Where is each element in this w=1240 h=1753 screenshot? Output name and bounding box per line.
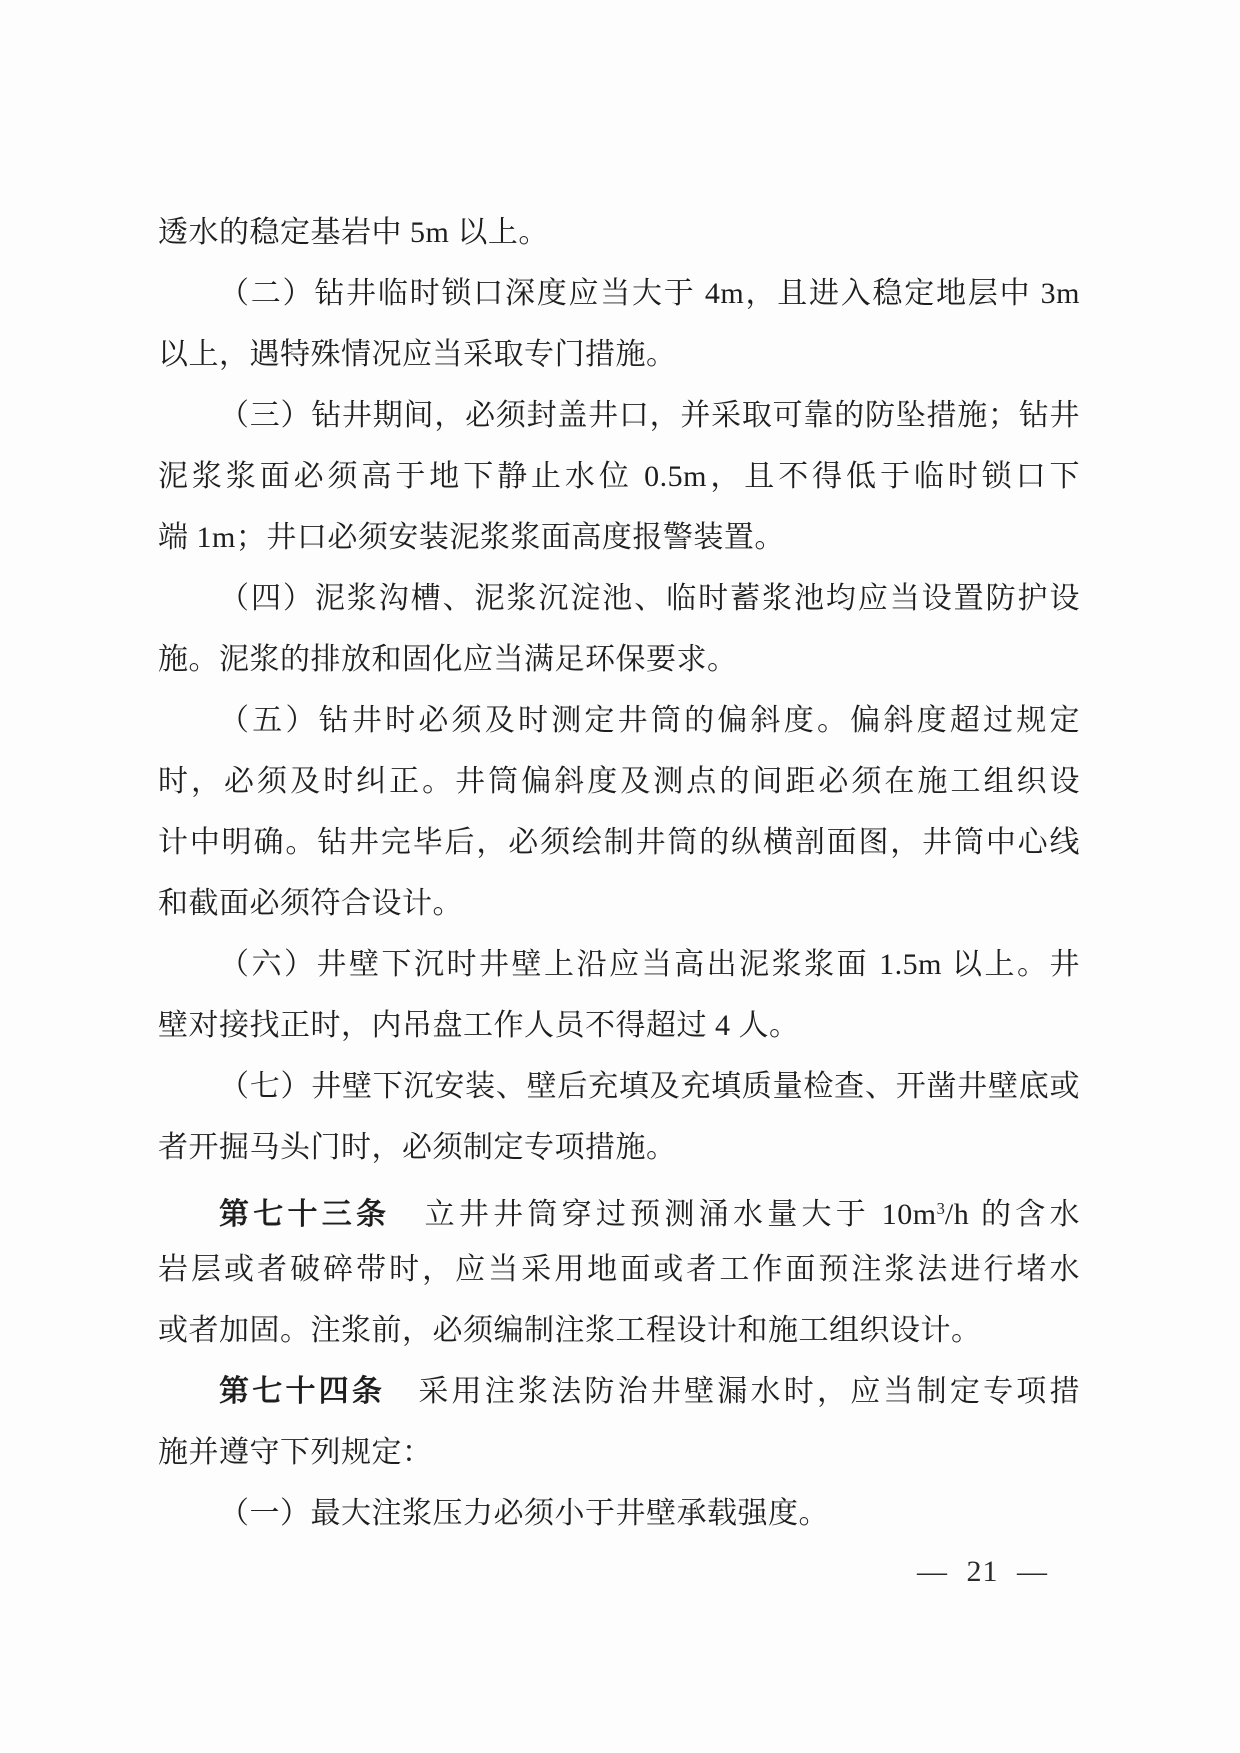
text-segment: /h 的含水: [944, 1197, 1081, 1231]
text-line: [158, 568, 1080, 629]
text-line: [158, 1178, 1080, 1239]
text-segment: 施。泥浆的排放和固化应当满足环保要求。: [158, 643, 738, 676]
text-segment: 立井井筒穿过预测涌水量大于 10m: [390, 1197, 937, 1231]
text-segment: （三）钻井期间，必须封盖井口，并采取可靠的防坠措施；钻井: [219, 399, 1080, 432]
text-line: [158, 934, 1080, 995]
text-segment: 采用注浆法防治井壁漏水时，应当制定专项措: [385, 1375, 1081, 1408]
text-line: [158, 263, 1080, 324]
text-segment: 者开掘马头门时，必须制定专项措施。: [158, 1131, 677, 1164]
text-segment: 和截面必须符合设计。: [158, 887, 463, 920]
text-segment: （七）井壁下沉安装、壁后充填及充填质量检查、开凿井壁底或: [219, 1070, 1080, 1103]
superscript: 3: [936, 1199, 945, 1218]
text-segment: 岩层或者破碎带时，应当采用地面或者工作面预注浆法进行堵水: [158, 1253, 1080, 1286]
text-segment: 时，必须及时纠正。井筒偏斜度及测点的间距必须在施工组织设: [158, 765, 1080, 798]
text-line: [158, 1056, 1080, 1117]
text-segment: 以上，遇特殊情况应当采取专门措施。: [158, 338, 677, 371]
text-line: [158, 507, 1080, 568]
text-line: [158, 202, 1080, 263]
text-segment: 计中明确。钻井完毕后，必须绘制井筒的纵横剖面图，井筒中心线: [158, 826, 1080, 859]
text-line: [158, 690, 1080, 751]
text-segment: 施并遵守下列规定：: [158, 1436, 433, 1469]
text-line: [158, 629, 1080, 690]
text-line: [158, 995, 1080, 1056]
text-segment: 或者加固。注浆前，必须编制注浆工程设计和施工组织设计。: [158, 1314, 982, 1347]
text-segment: （一）最大注浆压力必须小于井壁承载强度。: [219, 1497, 829, 1530]
text-line: [158, 446, 1080, 507]
text-segment: 端 1m；井口必须安装泥浆浆面高度报警装置。: [158, 521, 785, 554]
text-line: [158, 751, 1080, 812]
article-number-heading: 第七十四条: [219, 1375, 386, 1408]
text-segment: 泥浆浆面必须高于地下静止水位 0.5m，且不得低于临时锁口下: [158, 460, 1080, 493]
document-body: [158, 202, 1080, 1544]
text-line: [158, 385, 1080, 446]
text-line: [158, 873, 1080, 934]
text-line: [158, 1300, 1080, 1361]
page-footer: [917, 1552, 1048, 1592]
text-line: [158, 1361, 1080, 1422]
text-line: [158, 324, 1080, 385]
text-line: [158, 812, 1080, 873]
text-segment: （五）钻井时必须及时测定井筒的偏斜度。偏斜度超过规定: [219, 704, 1080, 737]
text-segment: （二）钻井临时锁口深度应当大于 4m，且进入稳定地层中 3m: [219, 277, 1080, 310]
text-line: [158, 1422, 1080, 1483]
text-line: [158, 1483, 1080, 1544]
text-segment: 透水的稳定基岩中 5m 以上。: [158, 216, 549, 249]
text-segment: 壁对接找正时，内吊盘工作人员不得超过 4 人。: [158, 1009, 800, 1042]
article-number-heading: 第七十三条: [219, 1197, 391, 1231]
text-segment: （六）井壁下沉时井壁上沿应当高出泥浆浆面 1.5m 以上。井: [219, 948, 1080, 981]
page-number: — 21 —: [917, 1555, 1048, 1588]
text-line: [158, 1239, 1080, 1300]
text-segment: （四）泥浆沟槽、泥浆沉淀池、临时蓄浆池均应当设置防护设: [219, 582, 1080, 615]
text-line: [158, 1117, 1080, 1178]
